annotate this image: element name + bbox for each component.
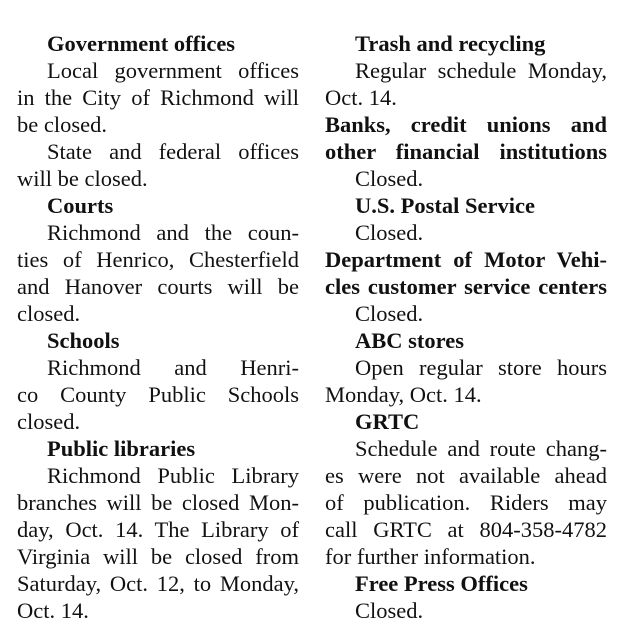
body-text-line: Schedule and route chang- <box>355 436 607 461</box>
body-text-line: Local government offices <box>47 58 299 83</box>
section-heading: Banks, credit unions and <box>325 112 607 137</box>
section-heading: U.S. Postal Service <box>355 193 535 218</box>
body-text-line: Closed. <box>355 301 424 326</box>
body-text-line: Richmond Public Library <box>47 463 299 488</box>
body-text-line: Monday, Oct. 14. <box>325 382 482 407</box>
section-heading: Public libraries <box>47 436 196 461</box>
section-heading: other financial institutions <box>325 139 607 164</box>
section-heading: Trash and recycling <box>355 31 546 56</box>
right-column <box>325 30 607 624</box>
section-heading: cles customer service centers <box>325 274 607 299</box>
body-text-line: closed. <box>17 409 81 434</box>
body-text-line: Oct. 14. <box>325 85 397 110</box>
section-heading: Department of Motor Vehi- <box>325 247 607 272</box>
body-text-line: of publication. Riders may <box>325 490 607 515</box>
section-heading: Courts <box>47 193 114 218</box>
body-text-line: Virginia will be closed from <box>17 544 299 569</box>
body-text-line: es were not available ahead <box>325 463 607 488</box>
body-text-line: ties of Henrico, Chesterfield <box>17 247 299 272</box>
body-text-line: Closed. <box>355 598 424 623</box>
body-text-line: call GRTC at 804-358-4782 <box>325 517 607 542</box>
body-text-line: Closed. <box>355 166 424 191</box>
body-text-line: closed. <box>17 301 81 326</box>
section-heading: Schools <box>47 328 120 353</box>
body-text-line: Richmond and Henri- <box>47 355 299 380</box>
section-heading: Free Press Offices <box>355 571 528 596</box>
section-heading: ABC stores <box>355 328 464 353</box>
body-text-line: and Hanover courts will be <box>17 274 299 299</box>
body-text-line: Open regular store hours <box>355 355 607 380</box>
section-heading: Government offices <box>47 31 236 56</box>
body-text-line: Oct. 14. <box>17 598 89 623</box>
body-text-line: be closed. <box>17 112 107 137</box>
left-column <box>17 30 299 624</box>
body-text-line: State and federal offices <box>47 139 299 164</box>
body-text-line: will be closed. <box>17 166 148 191</box>
body-text-line: Richmond and the coun- <box>47 220 299 245</box>
body-text-line: Regular schedule Monday, <box>355 58 607 83</box>
section-heading: GRTC <box>355 409 420 434</box>
body-text-line: day, Oct. 14. The Library of <box>17 517 299 542</box>
body-text-line: in the City of Richmond will <box>17 85 299 110</box>
body-text-line: co County Public Schools <box>17 382 299 407</box>
body-text-line: for further information. <box>325 544 536 569</box>
body-text-line: branches will be closed Mon- <box>17 490 299 515</box>
body-text-line: Closed. <box>355 220 424 245</box>
body-text-line: Saturday, Oct. 12, to Monday, <box>17 571 299 596</box>
